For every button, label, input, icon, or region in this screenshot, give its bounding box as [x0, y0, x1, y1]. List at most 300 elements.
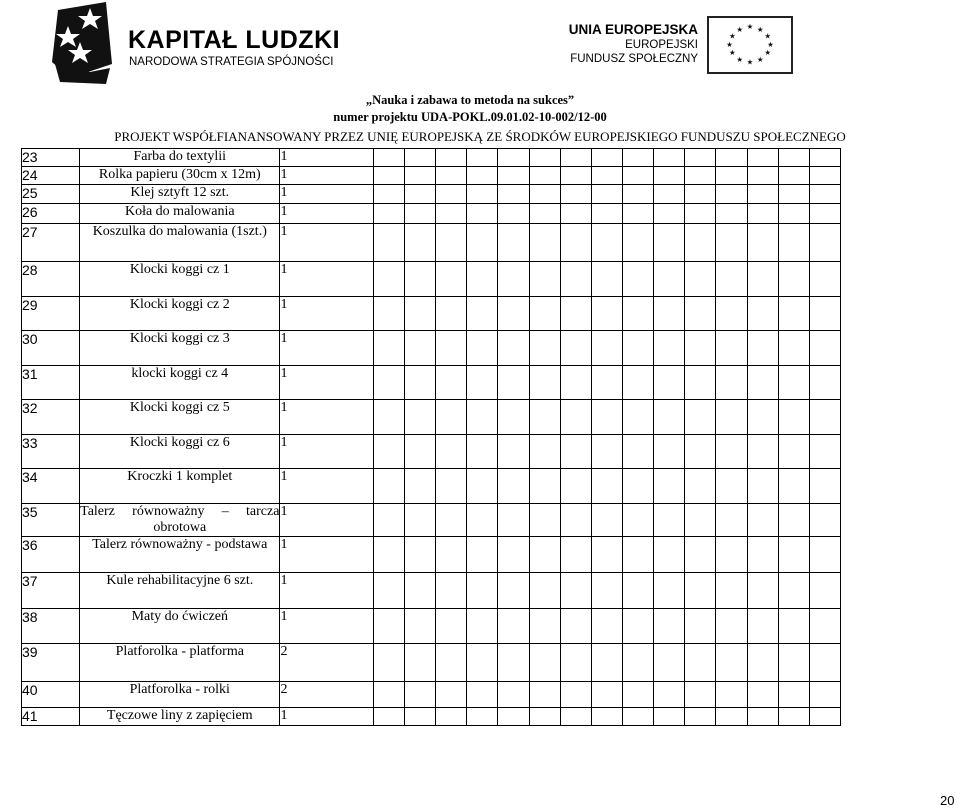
- item-quantity: 1: [280, 297, 373, 331]
- empty-cell: [809, 204, 840, 224]
- table-row: [22, 297, 841, 331]
- table-row: [22, 167, 841, 185]
- empty-cell: [623, 204, 654, 224]
- empty-cell: [747, 469, 778, 504]
- empty-cell: [591, 435, 622, 469]
- item-name: Klocki koggi cz 3: [80, 331, 280, 366]
- empty-cell: [498, 537, 529, 573]
- item-quantity: 1: [280, 224, 373, 262]
- item-name: Klocki koggi cz 5: [80, 400, 280, 435]
- empty-cell: [716, 331, 747, 366]
- empty-cell: [436, 185, 467, 204]
- empty-cell: [373, 185, 404, 204]
- empty-cell: [716, 682, 747, 708]
- empty-cell: [778, 331, 809, 366]
- empty-cell: [436, 644, 467, 682]
- empty-cell: [809, 573, 840, 609]
- empty-cell: [467, 573, 498, 609]
- item-quantity: 1: [280, 149, 373, 167]
- empty-cell: [809, 262, 840, 297]
- empty-cell: [716, 185, 747, 204]
- table-row: [22, 537, 841, 573]
- eu-flag-icon: [707, 16, 793, 74]
- empty-cell: [809, 435, 840, 469]
- item-quantity: 1: [280, 609, 373, 644]
- empty-cell: [685, 644, 716, 682]
- row-number: 36: [22, 537, 80, 573]
- empty-cell: [436, 204, 467, 224]
- empty-cell: [747, 262, 778, 297]
- empty-cell: [716, 366, 747, 400]
- item-name: Kule rehabilitacyjne 6 szt.: [80, 573, 280, 609]
- empty-cell: [498, 262, 529, 297]
- table-row: [22, 609, 841, 644]
- empty-cell: [467, 708, 498, 726]
- empty-cell: [529, 167, 560, 185]
- item-name: Koła do malowania: [80, 204, 280, 224]
- kapital-ludzki-logo-icon: [50, 2, 114, 84]
- empty-cell: [654, 167, 685, 185]
- item-name: Klocki koggi cz 1: [80, 262, 280, 297]
- table-row: [22, 149, 841, 167]
- empty-cell: [436, 609, 467, 644]
- empty-cell: [778, 469, 809, 504]
- empty-cell: [685, 609, 716, 644]
- empty-cell: [591, 400, 622, 435]
- empty-cell: [747, 435, 778, 469]
- empty-cell: [373, 682, 404, 708]
- empty-cell: [778, 185, 809, 204]
- empty-cell: [467, 366, 498, 400]
- empty-cell: [716, 708, 747, 726]
- item-name: Talerz równoważny - podstawa: [80, 537, 280, 573]
- empty-cell: [747, 331, 778, 366]
- table-row: [22, 366, 841, 400]
- empty-cell: [747, 537, 778, 573]
- eu-line-3: FUNDUSZ SPOŁECZNY: [570, 53, 698, 65]
- empty-cell: [809, 400, 840, 435]
- empty-cell: [560, 708, 591, 726]
- empty-cell: [498, 708, 529, 726]
- empty-cell: [560, 331, 591, 366]
- empty-cell: [654, 400, 685, 435]
- empty-cell: [685, 469, 716, 504]
- empty-cell: [373, 708, 404, 726]
- empty-cell: [498, 435, 529, 469]
- empty-cell: [747, 224, 778, 262]
- empty-cell: [498, 224, 529, 262]
- empty-cell: [560, 262, 591, 297]
- empty-cell: [654, 331, 685, 366]
- brand-title: KAPITAŁ LUDZKI: [128, 26, 341, 54]
- empty-cell: [778, 224, 809, 262]
- empty-cell: [498, 609, 529, 644]
- empty-cell: [560, 185, 591, 204]
- item-name: Maty do ćwiczeń: [80, 609, 280, 644]
- empty-cell: [467, 204, 498, 224]
- empty-cell: [529, 609, 560, 644]
- item-name: Tęczowe liny z zapięciem: [80, 708, 280, 726]
- table-row: [22, 262, 841, 297]
- empty-cell: [591, 708, 622, 726]
- empty-cell: [716, 504, 747, 537]
- empty-cell: [498, 167, 529, 185]
- empty-cell: [809, 149, 840, 167]
- empty-cell: [778, 537, 809, 573]
- empty-cell: [685, 504, 716, 537]
- empty-cell: [654, 204, 685, 224]
- empty-cell: [747, 708, 778, 726]
- empty-cell: [623, 331, 654, 366]
- item-name: Kroczki 1 komplet: [80, 469, 280, 504]
- empty-cell: [467, 331, 498, 366]
- empty-cell: [654, 435, 685, 469]
- empty-cell: [591, 537, 622, 573]
- table-row: [22, 435, 841, 469]
- empty-cell: [560, 573, 591, 609]
- empty-cell: [716, 297, 747, 331]
- empty-cell: [591, 366, 622, 400]
- row-number: 40: [22, 682, 80, 708]
- empty-cell: [591, 469, 622, 504]
- svg-text:★: ★: [736, 24, 744, 34]
- item-quantity: 1: [280, 204, 373, 224]
- empty-cell: [405, 366, 436, 400]
- empty-cell: [373, 400, 404, 435]
- empty-cell: [436, 224, 467, 262]
- empty-cell: [623, 297, 654, 331]
- item-name: Farba do textylii: [80, 149, 280, 167]
- empty-cell: [373, 297, 404, 331]
- project-title: „Nauka i zabawa to metoda na sukces”: [365, 93, 575, 107]
- empty-cell: [467, 149, 498, 167]
- svg-text:★: ★: [726, 39, 733, 49]
- empty-cell: [685, 366, 716, 400]
- empty-cell: [591, 204, 622, 224]
- row-number: 33: [22, 435, 80, 469]
- item-quantity: 2: [280, 644, 373, 682]
- empty-cell: [467, 644, 498, 682]
- empty-cell: [405, 331, 436, 366]
- empty-cell: [405, 167, 436, 185]
- empty-cell: [623, 708, 654, 726]
- empty-cell: [560, 644, 591, 682]
- empty-cell: [716, 609, 747, 644]
- empty-cell: [467, 400, 498, 435]
- empty-cell: [623, 609, 654, 644]
- svg-text:★: ★: [764, 48, 772, 58]
- empty-cell: [373, 609, 404, 644]
- empty-cell: [716, 149, 747, 167]
- row-number: 39: [22, 644, 80, 682]
- empty-cell: [623, 537, 654, 573]
- empty-cell: [560, 609, 591, 644]
- item-quantity: 1: [280, 469, 373, 504]
- table-row: [22, 185, 841, 204]
- empty-cell: [436, 469, 467, 504]
- table-row: [22, 400, 841, 435]
- empty-cell: [716, 644, 747, 682]
- svg-text:★: ★: [746, 57, 754, 67]
- empty-cell: [591, 224, 622, 262]
- empty-cell: [747, 185, 778, 204]
- row-number: 25: [22, 185, 80, 204]
- empty-cell: [405, 609, 436, 644]
- svg-text:★: ★: [736, 54, 744, 64]
- empty-cell: [654, 537, 685, 573]
- empty-cell: [716, 400, 747, 435]
- empty-cell: [747, 644, 778, 682]
- empty-cell: [498, 297, 529, 331]
- empty-cell: [685, 149, 716, 167]
- empty-cell: [591, 504, 622, 537]
- empty-cell: [436, 400, 467, 435]
- empty-cell: [747, 573, 778, 609]
- empty-cell: [373, 435, 404, 469]
- project-number: numer projektu UDA-POKL.09.01.02-10-002/12-00: [333, 110, 607, 124]
- empty-cell: [373, 331, 404, 366]
- empty-cell: [778, 609, 809, 644]
- empty-cell: [623, 262, 654, 297]
- page-number: 20: [940, 793, 955, 808]
- table-row: [22, 644, 841, 682]
- empty-cell: [591, 262, 622, 297]
- empty-cell: [778, 366, 809, 400]
- svg-text:★: ★: [764, 31, 772, 41]
- table-row: [22, 469, 841, 504]
- empty-cell: [685, 682, 716, 708]
- empty-cell: [591, 167, 622, 185]
- empty-cell: [623, 167, 654, 185]
- row-number: 34: [22, 469, 80, 504]
- table-row: [22, 331, 841, 366]
- empty-cell: [778, 400, 809, 435]
- item-quantity: 1: [280, 167, 373, 185]
- row-number: 29: [22, 297, 80, 331]
- empty-cell: [467, 504, 498, 537]
- empty-cell: [560, 435, 591, 469]
- empty-cell: [778, 435, 809, 469]
- empty-cell: [560, 167, 591, 185]
- empty-cell: [685, 331, 716, 366]
- empty-cell: [498, 469, 529, 504]
- row-number: 31: [22, 366, 80, 400]
- empty-cell: [591, 331, 622, 366]
- empty-cell: [560, 504, 591, 537]
- empty-cell: [405, 469, 436, 504]
- item-quantity: 1: [280, 185, 373, 204]
- empty-cell: [436, 682, 467, 708]
- row-number: 24: [22, 167, 80, 185]
- empty-cell: [685, 185, 716, 204]
- empty-cell: [654, 469, 685, 504]
- row-number: 37: [22, 573, 80, 609]
- item-quantity: 1: [280, 331, 373, 366]
- empty-cell: [529, 331, 560, 366]
- empty-cell: [654, 297, 685, 331]
- empty-cell: [654, 366, 685, 400]
- empty-cell: [560, 149, 591, 167]
- empty-cell: [560, 204, 591, 224]
- empty-cell: [623, 149, 654, 167]
- empty-cell: [405, 262, 436, 297]
- empty-cell: [685, 297, 716, 331]
- empty-cell: [716, 262, 747, 297]
- item-quantity: 1: [280, 366, 373, 400]
- empty-cell: [529, 297, 560, 331]
- empty-cell: [373, 262, 404, 297]
- empty-cell: [560, 682, 591, 708]
- empty-cell: [685, 262, 716, 297]
- empty-cell: [591, 644, 622, 682]
- empty-cell: [747, 366, 778, 400]
- empty-cell: [498, 400, 529, 435]
- row-number: 35: [22, 504, 80, 537]
- empty-cell: [747, 204, 778, 224]
- empty-cell: [747, 682, 778, 708]
- empty-cell: [716, 435, 747, 469]
- empty-cell: [436, 366, 467, 400]
- item-name: Koszulka do malowania (1szt.): [80, 224, 280, 262]
- item-name: Platforolka - rolki: [80, 682, 280, 708]
- empty-cell: [436, 149, 467, 167]
- empty-cell: [467, 262, 498, 297]
- row-number: 38: [22, 609, 80, 644]
- empty-cell: [529, 504, 560, 537]
- empty-cell: [809, 644, 840, 682]
- empty-cell: [560, 224, 591, 262]
- item-name: klocki koggi cz 4: [80, 366, 280, 400]
- svg-text:★: ★: [756, 24, 764, 34]
- empty-cell: [809, 167, 840, 185]
- svg-text:★: ★: [728, 48, 736, 58]
- empty-cell: [529, 366, 560, 400]
- empty-cell: [467, 297, 498, 331]
- empty-cell: [685, 167, 716, 185]
- empty-cell: [623, 573, 654, 609]
- empty-cell: [405, 573, 436, 609]
- empty-cell: [405, 504, 436, 537]
- empty-cell: [405, 185, 436, 204]
- empty-cell: [373, 644, 404, 682]
- empty-cell: [809, 682, 840, 708]
- empty-cell: [809, 537, 840, 573]
- empty-cell: [654, 708, 685, 726]
- item-quantity: 1: [280, 400, 373, 435]
- empty-cell: [405, 400, 436, 435]
- empty-cell: [373, 366, 404, 400]
- empty-cell: [654, 224, 685, 262]
- empty-cell: [654, 573, 685, 609]
- empty-cell: [405, 297, 436, 331]
- empty-cell: [498, 682, 529, 708]
- empty-cell: [373, 504, 404, 537]
- empty-cell: [623, 366, 654, 400]
- svg-text:★: ★: [728, 31, 736, 41]
- empty-cell: [498, 504, 529, 537]
- table-row: [22, 573, 841, 609]
- empty-cell: [623, 400, 654, 435]
- empty-cell: [778, 149, 809, 167]
- empty-cell: [405, 435, 436, 469]
- empty-cell: [716, 469, 747, 504]
- item-name: Platforolka - platforma: [80, 644, 280, 682]
- empty-cell: [529, 537, 560, 573]
- empty-cell: [747, 297, 778, 331]
- empty-cell: [436, 297, 467, 331]
- empty-cell: [654, 262, 685, 297]
- empty-cell: [560, 400, 591, 435]
- empty-cell: [685, 435, 716, 469]
- empty-cell: [529, 262, 560, 297]
- empty-cell: [529, 400, 560, 435]
- empty-cell: [560, 366, 591, 400]
- empty-cell: [529, 224, 560, 262]
- empty-cell: [405, 149, 436, 167]
- table-row: [22, 224, 841, 262]
- eu-line-2: EUROPEJSKI: [625, 39, 698, 51]
- empty-cell: [685, 204, 716, 224]
- item-quantity: 1: [280, 537, 373, 573]
- empty-cell: [778, 504, 809, 537]
- empty-cell: [809, 469, 840, 504]
- empty-cell: [685, 573, 716, 609]
- empty-cell: [498, 366, 529, 400]
- empty-cell: [809, 185, 840, 204]
- eu-line-1: UNIA EUROPEJSKA: [568, 22, 698, 37]
- empty-cell: [436, 504, 467, 537]
- empty-cell: [405, 644, 436, 682]
- empty-cell: [778, 297, 809, 331]
- empty-cell: [467, 682, 498, 708]
- empty-cell: [529, 644, 560, 682]
- empty-cell: [623, 644, 654, 682]
- svg-text:★: ★: [767, 39, 774, 49]
- table-row: [22, 708, 841, 726]
- empty-cell: [654, 609, 685, 644]
- empty-cell: [405, 204, 436, 224]
- empty-cell: [716, 224, 747, 262]
- empty-cell: [560, 469, 591, 504]
- empty-cell: [747, 149, 778, 167]
- empty-cell: [467, 224, 498, 262]
- empty-cell: [467, 185, 498, 204]
- brand-subtitle: NARODOWA STRATEGIA SPÓJNOŚCI: [129, 56, 334, 68]
- empty-cell: [623, 682, 654, 708]
- empty-cell: [529, 708, 560, 726]
- svg-text:★: ★: [746, 22, 754, 32]
- item-quantity: 1: [280, 708, 373, 726]
- empty-cell: [467, 537, 498, 573]
- empty-cell: [716, 537, 747, 573]
- empty-cell: [498, 204, 529, 224]
- empty-cell: [623, 224, 654, 262]
- empty-cell: [405, 224, 436, 262]
- item-name: Rolka papieru (30cm x 12m): [80, 167, 280, 185]
- row-number: 26: [22, 204, 80, 224]
- row-number: 23: [22, 149, 80, 167]
- empty-cell: [623, 185, 654, 204]
- empty-cell: [436, 573, 467, 609]
- empty-cell: [373, 167, 404, 185]
- item-quantity: 1: [280, 435, 373, 469]
- empty-cell: [809, 708, 840, 726]
- empty-cell: [654, 504, 685, 537]
- empty-cell: [809, 331, 840, 366]
- empty-cell: [623, 435, 654, 469]
- empty-cell: [809, 504, 840, 537]
- empty-cell: [436, 708, 467, 726]
